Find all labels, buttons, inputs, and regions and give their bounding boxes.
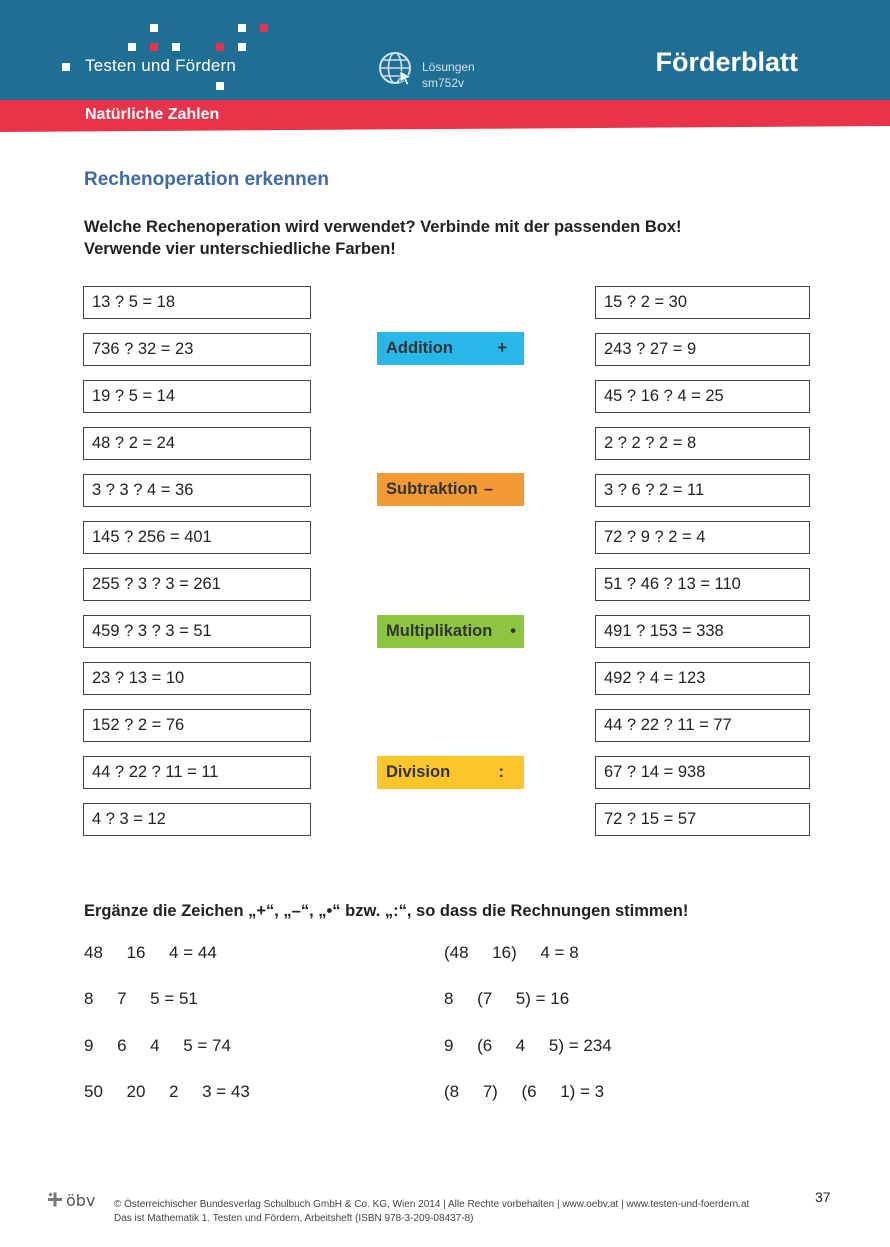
equation-box-right[interactable]: 67 ? 14 = 938 [595,756,810,789]
operation-box-multiplication[interactable] [377,615,524,648]
operation-label: Addition [386,339,453,357]
equation-box-right[interactable]: 15 ? 2 = 30 [595,286,810,319]
brand-name: Testen und Fördern [85,56,237,75]
equation-box-right[interactable]: 491 ? 153 = 338 [595,615,810,648]
equation-box-left[interactable]: 145 ? 256 = 401 [83,521,311,554]
equation-box-left[interactable]: 44 ? 22 ? 11 = 11 [83,756,311,789]
equation-box-left[interactable]: 19 ? 5 = 14 [83,380,311,413]
fill-equation[interactable]: (8 7) (6 1) = 3 [444,1082,605,1101]
instruction-line: Verwende vier unterschiedliche Farben! [84,240,396,258]
equation-box-right[interactable]: 2 ? 2 ? 2 = 8 [595,427,810,460]
fill-equation[interactable]: 8 7 5 = 51 [84,989,198,1008]
fill-equation[interactable]: (48 16) 4 = 8 [444,943,579,962]
equation-box-left[interactable]: 459 ? 3 ? 3 = 51 [83,615,311,648]
section-title: Rechenoperation erkennen [84,169,329,190]
header-bar [0,0,890,102]
brand-bullet [62,63,70,71]
instruction-line: Welche Rechenoperation wird verwendet? Verbinde mit der passenden Box! [84,218,682,236]
logo-dot [216,82,224,90]
logo-dot [150,43,158,51]
fill-equation[interactable]: 50 20 2 3 = 43 [84,1082,250,1101]
task2-instruction: Ergänze die Zeichen „+“, „–“, „•“ bzw. „:“, so dass die Rechnungen stimmen! [84,902,689,920]
equation-box-left[interactable]: 152 ? 2 = 76 [83,709,311,742]
logo-dot [150,24,158,32]
logo-dot [260,24,268,32]
oebv-logo [48,1189,110,1216]
instruction [84,216,804,260]
logo-dot [238,24,246,32]
footer-line: Das ist Mathematik 1. Testen und Fördern, Arbeitsheft (ISBN 978-3-209-08437-8) [114,1213,474,1224]
page-number: 37 [815,1189,831,1205]
equation-box-right[interactable]: 3 ? 6 ? 2 = 11 [595,474,810,507]
logo-dot [172,43,180,51]
globe-icon[interactable] [378,51,414,87]
equation-box-right[interactable]: 492 ? 4 = 123 [595,662,810,695]
equation-box-left[interactable]: 3 ? 3 ? 4 = 36 [83,474,311,507]
operation-label: Subtraktion [386,480,478,498]
operation-box-subtraction[interactable] [377,473,524,506]
operation-box-division[interactable] [377,756,524,789]
equation-box-left[interactable]: 255 ? 3 ? 3 = 261 [83,568,311,601]
plus-icon: + [497,339,507,357]
fill-equation[interactable]: 8 (7 5) = 16 [444,989,570,1008]
multiply-dot-icon: • [510,622,516,640]
equation-box-right[interactable]: 243 ? 27 = 9 [595,333,810,366]
equation-box-left[interactable]: 736 ? 32 = 23 [83,333,311,366]
equation-box-right[interactable]: 44 ? 22 ? 11 = 77 [595,709,810,742]
page-title: Förderblatt [655,47,798,77]
logo-dot [128,43,136,51]
operation-label: Division [386,763,451,781]
equation-box-left[interactable]: 4 ? 3 = 12 [83,803,311,836]
topic-subtitle: Natürliche Zahlen [85,106,220,123]
logo-dot [216,43,224,51]
fill-equation[interactable]: 9 (6 4 5) = 234 [444,1036,612,1055]
fill-equation[interactable]: 9 6 4 5 = 74 [84,1036,231,1055]
equation-box-left[interactable]: 13 ? 5 = 18 [83,286,311,319]
solutions-link[interactable] [422,59,475,91]
footer-line: © Österreichischer Bundesverlag Schulbuch GmbH & Co. KG, Wien 2014 | Alle Rechte vorbehalten | www.oebv.at | www.testen-und-foerdern.at [114,1199,750,1210]
equation-box-right[interactable]: 72 ? 15 = 57 [595,803,810,836]
equation-box-left[interactable]: 48 ? 2 = 24 [83,427,311,460]
equation-box-right[interactable]: 51 ? 46 ? 13 = 110 [595,568,810,601]
svg-text:öbv: öbv [66,1191,96,1210]
operation-label: Multiplikation [386,622,493,640]
operation-box-addition[interactable] [377,332,524,365]
divide-icon: : [498,763,504,781]
logo-dot [238,43,246,51]
equation-box-right[interactable]: 72 ? 9 ? 2 = 4 [595,521,810,554]
solutions-code: sm752v [422,76,465,90]
solutions-label: Lösungen [422,60,475,74]
publisher-logo-icon [48,1189,110,1211]
footer-copyright [114,1198,749,1226]
fill-equation[interactable]: 48 16 4 = 44 [84,943,217,962]
equation-box-left[interactable]: 23 ? 13 = 10 [83,662,311,695]
equation-box-right[interactable]: 45 ? 16 ? 4 = 25 [595,380,810,413]
minus-icon: – [483,480,493,498]
